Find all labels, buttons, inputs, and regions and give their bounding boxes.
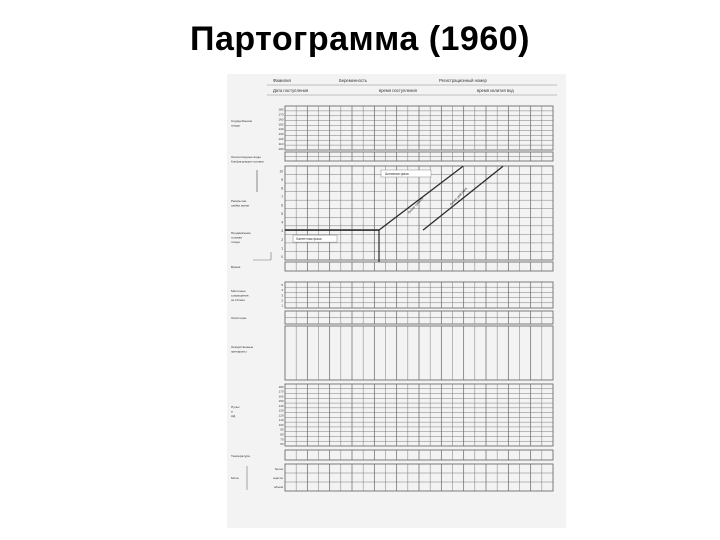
fhr-tick-label: 110 xyxy=(278,141,284,146)
fhr-tick-label: 100 xyxy=(278,146,284,151)
oxytocin-section-label: Окситоцин xyxy=(231,316,247,320)
pulse-tick-label: 160 xyxy=(278,394,284,399)
fhr-tick-label: 140 xyxy=(278,127,284,132)
fhr-tick-label: 120 xyxy=(278,137,284,141)
cervix-tick-label: 0 xyxy=(281,254,283,259)
pulse-tick-label: 60 xyxy=(280,442,284,447)
pulse-tick-label: 170 xyxy=(278,389,284,394)
fhr-tick-label: 150 xyxy=(278,122,284,127)
temperature-row-label: Температура xyxy=(231,454,250,458)
fhr-tick-label: 180 xyxy=(278,107,284,112)
fhr-tick-label: 130 xyxy=(278,132,284,137)
contraction-tick-label: 3 xyxy=(281,293,283,298)
latent-phase-label: Латентная фаза xyxy=(296,237,322,242)
header-pregnancy: Беременность xyxy=(339,78,368,83)
partogram-grid xyxy=(227,74,566,528)
descent-section-label: головки xyxy=(231,235,242,240)
time-row-label: Время xyxy=(231,265,241,269)
contraction-tick-label: 1 xyxy=(281,303,283,308)
pulse-tick-label: 90 xyxy=(280,427,284,432)
contraction-tick-label: 5 xyxy=(281,282,283,287)
contractions-section-label: сокращения xyxy=(231,293,249,298)
pulse-tick-label: 70 xyxy=(280,437,284,442)
pulse-tick-label: 110 xyxy=(278,418,284,423)
cervix-tick-label: 6 xyxy=(281,203,283,208)
pulse-tick-label: 80 xyxy=(280,432,284,437)
amniotic-section-label: Конфигурация головки xyxy=(231,159,264,164)
pulse-tick-label: 180 xyxy=(278,384,284,389)
header-admission-time: время поступления xyxy=(379,88,417,93)
action-line xyxy=(423,166,503,230)
urine-row-label: объём xyxy=(273,485,283,489)
medications-section-label: Лекарственные xyxy=(231,345,254,349)
urine-row-label: белок xyxy=(274,467,283,471)
partogram-form-image xyxy=(227,74,566,528)
cervix-tick-label: 5 xyxy=(281,212,283,217)
fhr-section-label: Сердцебиение xyxy=(231,119,253,123)
medications-section-label: препараты xyxy=(231,349,247,354)
cervix-tick-label: 1 xyxy=(281,246,283,251)
header-surname: Фамилия xyxy=(273,78,291,83)
action-line-label: Линия действия xyxy=(448,186,468,207)
pulse-tick-label: 140 xyxy=(278,403,284,408)
cervix-tick-label: 2 xyxy=(281,237,283,242)
urine-row-label: ацетон xyxy=(273,476,283,480)
cervix-tick-label: 3 xyxy=(281,229,283,234)
pulse-section-label: и xyxy=(231,409,233,414)
active-phase-label: Активная фаза xyxy=(385,172,409,176)
contractions-section-label: Маточные xyxy=(231,289,246,293)
descent-section-label: Продвижение xyxy=(231,231,251,235)
fhr-tick-label: 170 xyxy=(278,112,284,117)
contraction-tick-label: 2 xyxy=(281,298,283,303)
amniotic-section-label: Околоплодные воды xyxy=(231,155,261,159)
fhr-tick-label: 160 xyxy=(278,117,284,122)
pulse-tick-label: 150 xyxy=(278,399,284,404)
contractions-section-label: за 10 мин xyxy=(231,298,245,303)
cervix-tick-label: 10 xyxy=(279,169,283,174)
urine-section-label: Моча xyxy=(231,476,239,480)
slide-title: Партограмма (1960) xyxy=(190,20,530,58)
contraction-tick-label: 4 xyxy=(281,288,283,293)
cervix-tick-label: 4 xyxy=(281,220,283,225)
cervix-tick-label: 7 xyxy=(281,195,283,200)
header-reg-number: Регистрационный номер xyxy=(439,78,487,83)
pulse-section-label: АД xyxy=(231,414,236,419)
pulse-tick-label: 100 xyxy=(278,422,284,427)
pulse-tick-label: 130 xyxy=(278,408,284,413)
pulse-tick-label: 120 xyxy=(278,413,284,418)
alert-line-label: Линия тревоги xyxy=(406,196,425,215)
pulse-section-label: Пульс xyxy=(231,405,240,409)
descent-section-label: плода xyxy=(231,240,240,245)
header-rupture-time: время излития вод xyxy=(477,88,514,93)
cervix-section-label: шейки матки xyxy=(231,203,250,208)
header-admission-date: Дата поступления xyxy=(273,88,309,93)
cervix-tick-label: 8 xyxy=(281,186,283,191)
cervix-section-label: Раскрытие xyxy=(231,199,247,203)
cervix-tick-label: 9 xyxy=(281,177,283,182)
fhr-section-label: плода xyxy=(231,123,240,128)
